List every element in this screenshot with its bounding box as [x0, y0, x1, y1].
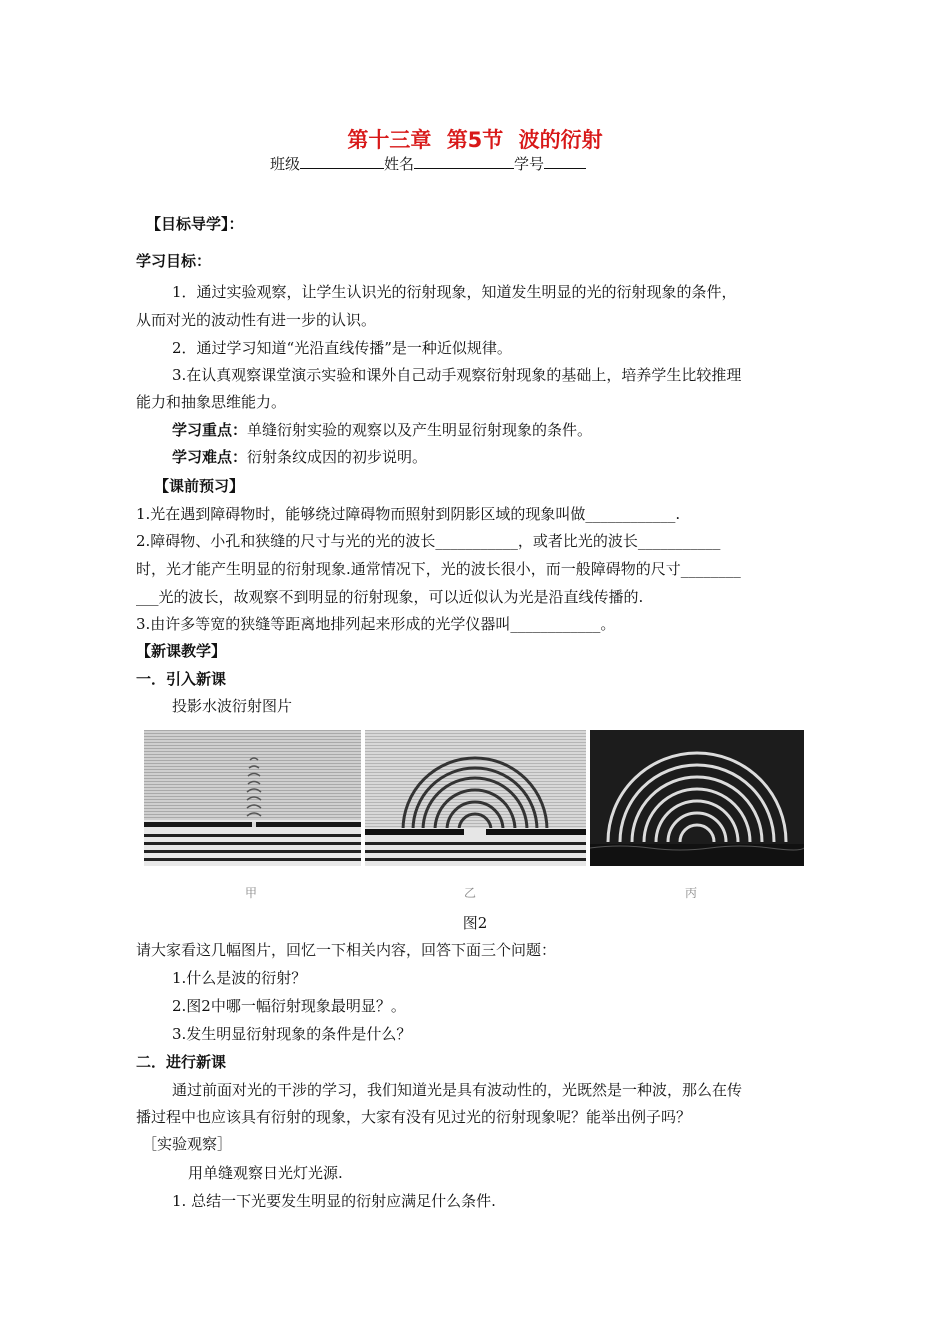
- question-3: 3.发生明显衍射现象的条件是什么？: [172, 1025, 412, 1043]
- title-topic: 波的衍射: [518, 128, 603, 152]
- section-1-text: 投影水波衍射图片: [172, 697, 293, 715]
- name-blank[interactable]: [414, 154, 514, 169]
- preview-q3: 3.由许多等宽的狭缝等距离地排列起来形成的光学仪器叫____________。: [136, 615, 616, 633]
- key-point-line: [172, 420, 592, 440]
- title-chapter: 第十三章: [347, 128, 432, 152]
- goal-3a: 3.在认真观察课堂演示实验和课外自己动手观察衍射现象的基础上，培养学生比较推理: [172, 366, 742, 384]
- paragraph-line-1: 通过前面对光的干涉的学习，我们知道光是具有波动性的，光既然是一种波，那么在传: [172, 1081, 743, 1099]
- new-lesson-header: 【新课教学】: [136, 642, 227, 660]
- wave-panel-c-image: [590, 730, 804, 866]
- student-info-line: [270, 153, 586, 174]
- preview-q1: 1.光在遇到障碍物时，能够绕过障碍物而照射到阴影区域的现象叫做____________.: [136, 505, 681, 523]
- panel-label-c: 丙: [685, 886, 698, 900]
- difficulty-text: 衍射条纹成因的初步说明。: [247, 448, 428, 466]
- difficulty-label: 学习难点：: [172, 448, 248, 466]
- id-blank[interactable]: [544, 154, 586, 169]
- preview-q2c: ___光的波长，故观察不到明显的衍射现象，可以近似认为光是沿直线传播的.: [136, 588, 644, 606]
- goals-title: 学习目标：: [136, 252, 212, 270]
- goal-header: 【目标导学】：: [146, 215, 244, 233]
- summary-question-1: 1. 总结一下光要发生明显的衍射应满足什么条件.: [172, 1192, 496, 1210]
- id-label: 学号: [514, 155, 545, 173]
- experiment-text: 用单缝观察日光灯光源.: [188, 1164, 343, 1182]
- question-1: 1.什么是波的衍射？: [172, 969, 307, 987]
- key-point-text: 单缝衍射实验的观察以及产生明显衍射现象的条件。: [247, 421, 593, 439]
- diffraction-figure: [144, 730, 804, 902]
- section-1-heading: 一．引入新课: [136, 670, 227, 688]
- figure-caption: 图2: [462, 914, 488, 932]
- section-2-heading: 二．进行新课: [136, 1053, 227, 1071]
- class-blank[interactable]: [300, 154, 384, 169]
- wave-panel-b-image: [365, 730, 586, 866]
- preview-header: 【课前预习】: [154, 477, 245, 495]
- question-2: 2.图2中哪一幅衍射现象最明显？。: [172, 997, 406, 1015]
- preview-q2a: 2.障碍物、小孔和狭缝的尺寸与光的光的波长___________，或者比光的波长___________: [136, 532, 721, 550]
- goal-2: 2．通过学习知道“光沿直线传播”是一种近似规律。: [172, 339, 512, 357]
- class-label: 班级: [270, 155, 301, 173]
- key-point-label: 学习重点：: [172, 421, 248, 439]
- wave-panel-a-image: [144, 730, 361, 866]
- title-section: 第5节: [446, 128, 504, 152]
- page-title: [0, 124, 950, 154]
- name-label: 姓名: [384, 155, 415, 173]
- preview-q2b: 时，光才能产生明显的衍射现象.通常情况下，光的波长很小，而一般障碍物的尺寸________: [136, 560, 741, 578]
- goal-1b: 从而对光的波动性有进一步的认识。: [136, 311, 377, 329]
- experiment-label: ［实验观察］: [142, 1135, 233, 1153]
- goal-1a: 1．通过实验观察，让学生认识光的衍射现象，知道发生明显的光的衍射现象的条件，: [172, 283, 737, 301]
- panel-label-a: 甲: [245, 886, 258, 900]
- panel-label-b: 乙: [464, 886, 477, 900]
- paragraph-line-2: 播过程中也应该具有衍射的现象，大家有没有见过光的衍射现象呢？能举出例子吗？: [136, 1108, 692, 1126]
- questions-intro: 请大家看这几幅图片，回忆一下相关内容，回答下面三个问题：: [136, 941, 557, 959]
- goal-3b: 能力和抽象思维能力。: [136, 393, 287, 411]
- difficulty-line: [172, 447, 427, 467]
